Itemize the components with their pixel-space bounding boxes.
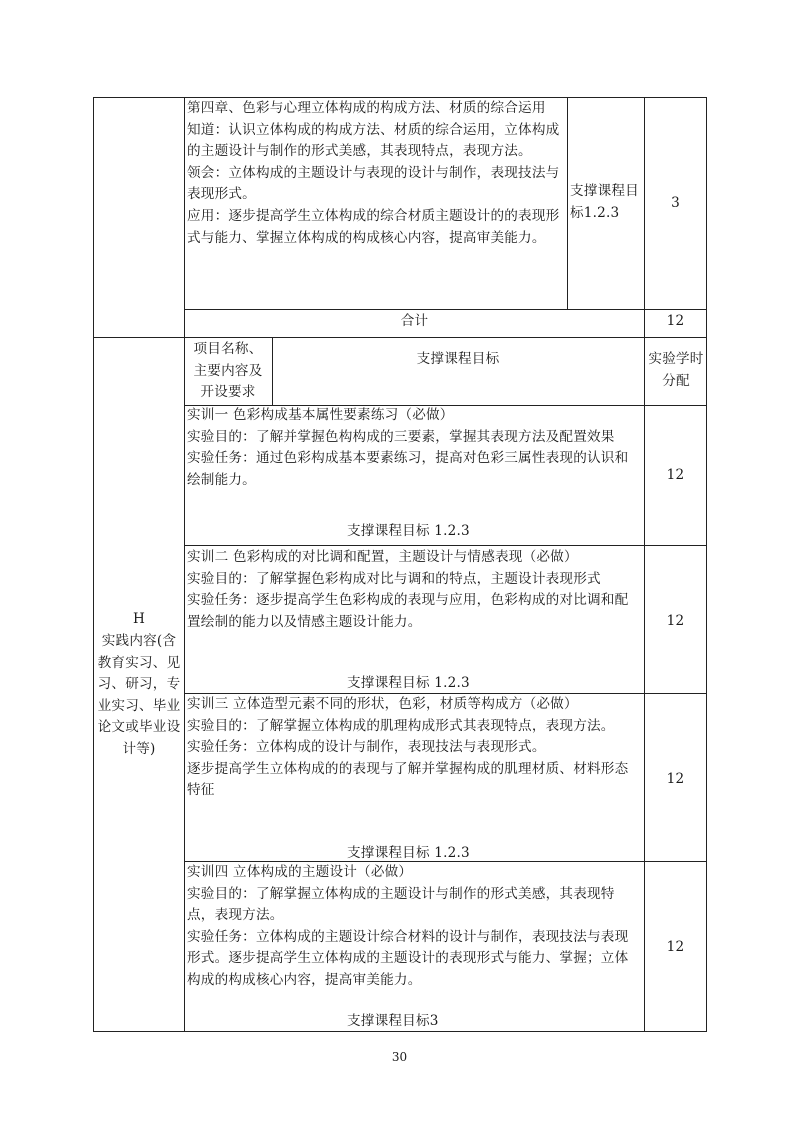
column-divider [567,97,568,309]
row-hours: 12 [666,467,685,483]
row-extra: 逐步提高学生立体构成的的表现与了解并掌握构成的肌理材质、材料形态特征 [187,760,629,799]
row-purpose: 实验目的：了解并掌握色构构成的三要素，掌握其表现方法及配置效果 [187,428,615,445]
column-divider [644,97,645,1032]
practice-category-label: 实践内容(含教育实习、见习、研习，专业实习、毕业论文或毕业设计等) [97,633,181,757]
total-value: 12 [666,313,685,329]
row-task: 实验任务：立体构成的主题设计综合材料的设计与制作，表现技法与表现形式。逐步提高学生立体构成的主题设计的表现形式与能力、掌握；立体构成的构成核心内容，提高审美能力。 [187,928,629,988]
row-purpose: 实验目的：了解掌握立体构成的肌理构成形式其表现特点，表现方法。 [187,717,615,734]
practice-category-code: H [132,611,146,627]
row-task: 实验任务：通过色彩构成基本要素练习，提高对色彩三属性表现的认识和绘制能力。 [187,450,629,488]
row-purpose: 实验目的：了解掌握立体构成的主题设计与制作的形式美感，其表现特点，表现方法。 [187,885,615,924]
header-hours: 实验学时分配 [648,351,704,389]
row-title: 实训三 立体造型元素不同的形状，色彩，材质等构成方（必做） [187,696,578,712]
row-support: 支撑课程目标 1.2.3 [347,675,470,691]
list-item [187,862,642,992]
column-divider [184,97,185,1032]
row-support: 支撑课程目标3 [347,1013,439,1029]
row-title: 实训一 色彩构成基本属性要素练习（必做） [187,407,454,423]
row-title: 实训四 立体构成的主题设计（必做） [187,864,413,880]
chapter4-support: 支撑课程目标1.2.3 [570,183,639,221]
list-item [187,694,642,802]
row-hours: 12 [666,939,685,955]
chapter4-apply: 应用：逐步提高学生立体构成的综合材质主题设计的的表现形式与能力、掌握立体构成的构成核心内容，提高审美能力。 [187,207,560,246]
chapter4-know: 知道：认识立体构成的构成方法、材质的综合运用，立体构成的主题设计与制作的形式美感，其表现特点，表现方法。 [187,121,560,160]
header-project-name: 项目名称、主要内容及开设要求 [193,341,263,401]
list-item [187,405,642,491]
row-hours: 12 [666,613,685,629]
syllabus-table [93,97,707,1032]
list-item [187,547,642,633]
chapter4-title: 第四章、色彩与心理立体构成的构成方法、材质的综合运用 [187,100,546,116]
row-task: 实验任务：逐步提高学生色彩构成的表现与应用，色彩构成的对比调和配置绘制的能力以及情感主题设计能力。 [187,592,629,630]
row-divider [184,545,707,546]
chapter4-hours: 3 [671,195,680,211]
row-support: 支撑课程目标 1.2.3 [347,845,470,861]
row-title: 实训二 色彩构成的对比调和配置，主题设计与情感表现（必做） [187,549,578,565]
chapter4-understand: 领会：立体构成的主题设计与表现的设计与制作，表现技法与表现形式。 [187,164,560,203]
table-border-right [706,97,707,1032]
row-purpose: 实验目的：了解掌握色彩构成对比与调和的特点，主题设计表现形式 [187,570,601,587]
table-border-left [93,97,94,1032]
page-number: 30 [391,1050,408,1064]
header-target: 支撑课程目标 [416,351,500,367]
row-support: 支撑课程目标 1.2.3 [347,523,470,539]
total-label: 合计 [400,313,429,329]
section-divider [93,337,707,338]
row-divider [184,309,707,310]
row-hours: 12 [666,771,685,787]
column-divider [272,337,273,405]
chapter4-content [187,98,564,249]
row-task: 实验任务：立体构成的设计与制作，表现技法与表现形式。 [187,739,546,756]
